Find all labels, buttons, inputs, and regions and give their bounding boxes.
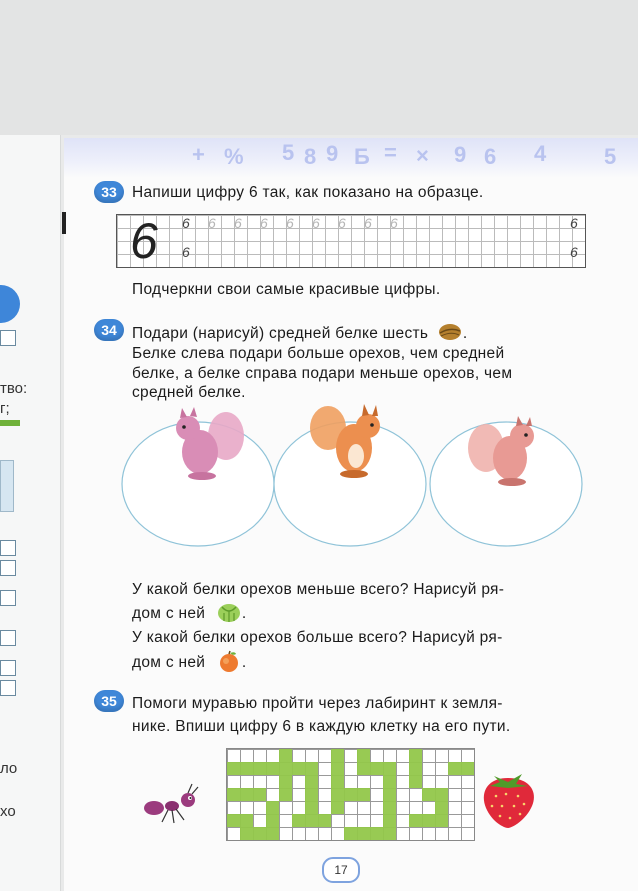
task-number-badge: 35 (94, 690, 124, 712)
grid-digit: 6 (312, 215, 320, 231)
left-page-box (0, 330, 16, 346)
left-page-fragment: тво: (0, 380, 28, 397)
band-glyph: 9 (454, 142, 467, 167)
grid-digit: 6 (338, 215, 346, 231)
question-fewest-nuts: У какой белки орехов меньше всего? Нарисуй ря- (132, 581, 505, 598)
grid-digit: 6 (570, 215, 578, 231)
grid-digit: 6 (364, 215, 372, 231)
question-text: дом с ней (132, 605, 206, 622)
question-most-nuts-cont (132, 650, 246, 673)
task-number-badge: 34 (94, 319, 124, 341)
question-most-nuts: У какой белки орехов больше всего? Нарисуй ря- (132, 629, 503, 646)
band-glyph: 8 (304, 144, 317, 169)
scan-background (0, 0, 638, 135)
question-fewest-nuts-cont (132, 601, 246, 624)
left-page-box (0, 560, 16, 576)
band-glyph: 5 (604, 144, 617, 169)
task35-line: Помоги муравью пройти через лабиринт к земля- (132, 695, 503, 712)
sample-digit: 6 (130, 213, 158, 269)
left-page-fragment: г; (0, 400, 10, 417)
task34-line: Белке слева подари больше орехов, чем средней (132, 345, 505, 362)
cabbage-icon (216, 601, 242, 623)
grid-digit: 6 (390, 215, 398, 231)
page-number: 17 (322, 857, 360, 883)
left-page-box (0, 630, 16, 646)
decorative-number-band (64, 138, 638, 178)
left-page-green-stroke (0, 420, 20, 426)
band-glyph: 6 (484, 144, 497, 169)
left-page-box (0, 540, 16, 556)
left-page-illustration (0, 460, 14, 512)
task34-line-end: . (462, 325, 468, 342)
left-page-box (0, 590, 16, 606)
ant-illustration (140, 782, 206, 826)
left-page-blue-circle (0, 285, 20, 323)
question-end-dot: . (241, 654, 247, 671)
band-glyph: = (384, 140, 397, 165)
grid-digit: 6 (260, 215, 268, 231)
band-glyph: 4 (534, 141, 547, 166)
left-page-fragment: ло (0, 760, 18, 777)
margin-marker (62, 212, 66, 234)
left-page-fragment: хо (0, 803, 16, 820)
band-glyph: × (416, 143, 429, 168)
left-page-edge (0, 135, 61, 891)
task-number-badge: 33 (94, 181, 124, 203)
band-glyph: 9 (326, 141, 339, 166)
grid-digit: 6 (234, 215, 242, 231)
grid-digit: 6 (208, 215, 216, 231)
question-end-dot: . (241, 605, 247, 622)
grid-digit: 6 (286, 215, 294, 231)
grid-digit: 6 (570, 244, 578, 260)
grid-digit: 6 (182, 215, 190, 231)
task34-line-text: Подари (нарисуй) средней белке шесть (132, 325, 429, 342)
left-page-box (0, 680, 16, 696)
band-glyph: + (192, 142, 205, 167)
band-glyph: 5 (282, 140, 295, 165)
question-text: дом с ней (132, 654, 206, 671)
strawberry-illustration (478, 764, 538, 830)
task34-line: белке, а белке справа подари меньше орехов, чем (132, 365, 513, 382)
left-page-box (0, 660, 16, 676)
maze-path (227, 749, 474, 840)
maze-grid[interactable] (226, 748, 475, 841)
grid-digit: 6 (182, 244, 190, 260)
apple-icon (216, 650, 242, 672)
task34-line (132, 323, 468, 344)
task33-instruction: Напиши цифру 6 так, как показано на образце. (132, 184, 484, 201)
task33-underline-instruction: Подчеркни свои самые красивые цифры. (132, 281, 441, 298)
squirrel-scene (118, 396, 598, 566)
nut-icon (437, 323, 463, 341)
band-glyph: % (224, 144, 244, 169)
band-glyph: Б (354, 144, 370, 169)
task35-line: нике. Впиши цифру 6 в каждую клетку на его пути. (132, 718, 511, 735)
task34-line: средней белке. (132, 384, 246, 401)
